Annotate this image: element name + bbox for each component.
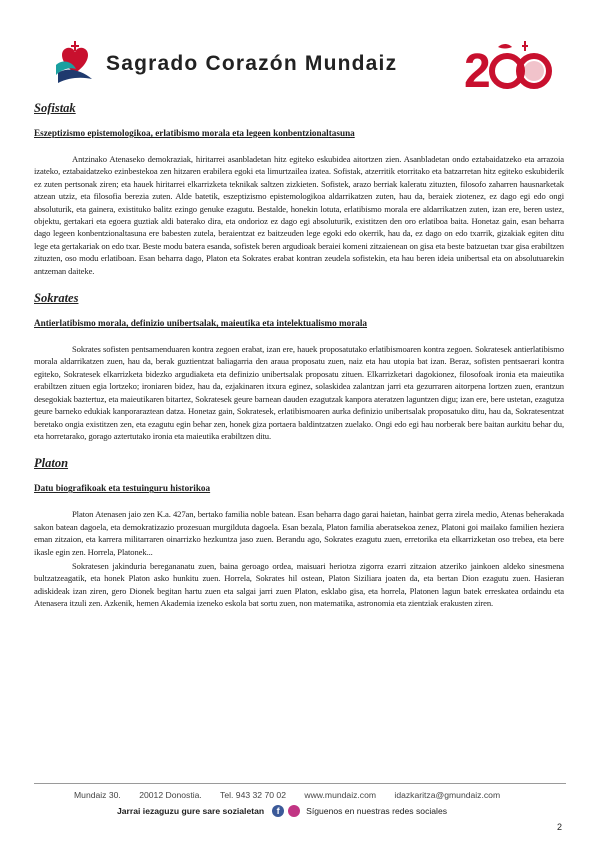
brand-name: Sagrado Corazón Mundaiz bbox=[106, 52, 398, 75]
paragraph: Sokrates sofisten pentsamenduaren kontra zegoen erabat, izan ere, hauek proposatutako erlatibismoaren kontra zegoen. Sokratesek antierlatibismo morala aldarrikatzen zuen, hau da, berak guztientzat baliagarria den araua proposatu zuen, naiz eta hau utopia bat izan. Beraz, sofisten pentsaerari kontra egiteko, Sokratesek elkarrizketa bidezko argudiaketa eta definizio unibertsalak proposatu zituen. Elkarrizketari dagokionez, filosofoak ironia eta maieutika erabiltzen zituen egia lortzeko; ironiaren bidez, hau da, ezjakinaren itxura eginez, solaskidea zalantzan jarri eta gezurraren aitorpena lortzen zuen, erantzun desegokiak baztertuz, eta maieutikaren bitartez, Sokratesek geure barnean dauden ezagutzak kanpora ateratzen laguntzen digu; izan ere, bere ustetan, ezagutza geure barneko edukiak kanporaraztean datza. Honetaz gain, Sokratesek, erlatibismoaren aurka definizio unibertsalak proposatuko ditu, hau da, Sokratesentzat beretako ongia existitzen zen, eta ezagutu egin behar zen, honek giza portaera baldintzatzen zuelako. Ongi edo egi hau norberak bere baitan aurkitu behar du, eta horretarako, gorago aztertutako ironia eta maieutika erabiltzen ditu. bbox=[34, 344, 564, 441]
section-subtitle-sokrates: Antierlatibismo morala, definizio unibertsalak, maieutika eta intelektualismo morala bbox=[34, 318, 368, 329]
section-title-sofistak: Sofistak bbox=[34, 101, 76, 115]
footer-website[interactable]: www.mundaiz.com bbox=[304, 790, 377, 800]
social-text-basque: Jarrai iezaguzu gure sare sozialetan bbox=[117, 806, 265, 816]
section-title-sokrates: Sokrates bbox=[34, 291, 79, 306]
footer-postal: 20012 Donostia. bbox=[139, 790, 202, 800]
page-header bbox=[52, 35, 552, 97]
footer-phone: Tel. 943 32 70 02 bbox=[220, 790, 286, 800]
document-body bbox=[34, 101, 564, 751]
sacred-heart-logo-icon bbox=[52, 39, 98, 91]
paragraph: Sokratesen jakinduria beregananatu zuen, baina geroago ordea, maisuari heriotza zigorra ezarri zitzaion atzeriko jainkoen aldeko sinesmena bultzatzeagatik, eta honek Platon asko hunkitu zuen. Horrela, Sokrates hil ostean, Platon Siziliara joaten da, eta bertan Dion ezagutu zuen. Hasieran adiskideak izan ziren, gero Dionek begitan hartu zuen eta salgai jarri zuen Platon, esklabo gisa, eta horrela, Platonen lagun batek erreskatea ordaindu eta Atenasera itzuli zen. Azkenik, hemen Akademia izeneko eskola bat sortu zuen, non matematika, astronomia eta zientziak erakusten ziren. bbox=[34, 560, 564, 609]
section-title-platon: Platon bbox=[34, 456, 69, 471]
section-subtitle-platon: Datu biografikoak eta testuinguru historikoa bbox=[34, 483, 211, 494]
page-number: 2 bbox=[556, 822, 562, 832]
footer-divider bbox=[34, 783, 566, 784]
paragraph: Platon Atenasen jaio zen K.a. 427an, bertako familia noble batean. Esan beharra dago garai haietan, hainbat gerra zirela medio, Atenas beherakada sakon batean dagoela, eta demokratizazio prozesuan murgilduta dagoela. Esan bezala, Platon familia aberatsekoa zenez, Platoni goi mailako familien heziera eman zitzaion, eta karrera militarraren oinarrizko hezkuntza jaso zuen. Berandu ago, Sokrates ezagutu zuen, erretorika eta elkarrizketan oso trebea, eta bere ikasle egin zen. Horrela, Platonek... bbox=[34, 509, 564, 557]
footer-address: Mundaiz 30. bbox=[74, 790, 121, 800]
instagram-icon[interactable] bbox=[288, 805, 300, 817]
paragraph: Antzinako Atenaseko demokraziak, hiritarrei asanbladetan hitz egiteko eskubidea aitortzen zien. Asanbladetan ondo eztabaidatzeko eta arrazoia izateko, eztabaidatzeko ezinbestekoa zen hitzaren erabilera egoki eta limurtzailea izatea. Sofistak, atzerritik etorritako eta batzarretan hitz egiteko eskubiderik ez zuten pertsonak ziren; eta hauek hiritarrei elkarrizketa teknikak saltzen zizkieten. Sofistek, arazo berriak kaleratu zituzten, filosofo zaharren hausnarketak atzean utziz, eta filosofia berezia zuten. Alde batetik, eszeptizismo epistemologikoa aldarrikatzen zuten, hau da, beraiek ziotenez, ez dago egi edo ongi absoluturik, eta gainera, existituko balitz ezingo genuke ezagutu. Bestalde, honekin lotuta, erlatibismo morala ere aldarrikatzen zuten, izan ere, beren ustez, objektu, gertakari eta egoera guztiak aldi baterako dira, eta ondorioz ez dago egi absoluturik, existitzen den oro erlatiboa baita. Honetaz gain, esan beharra dago legeen konbentzionaltasuna ere babesten zutela, beraientzat ez baitzeuden lege egoki edo okerrik, hau da, ez dago on edo txarrik, gizakiak egiten ditu lege eta gertakariak on edo txar. Beste modu batera esanda, sofistek beren argudioak beraiei komeni zitzaienean on gisa eta beste batzuetan txar gisa erabiltzen zituzten, oso modu erlatiboan. Esan beharra dago, Platon eta Sokrates erabat kontran zeudela sofistekin, eta hau beren ideia unibertsal eta on absolutuarekin antzeman daiteke. bbox=[34, 154, 564, 276]
footer-social bbox=[117, 805, 447, 817]
facebook-icon[interactable]: f bbox=[272, 805, 284, 817]
svg-text:2: 2 bbox=[464, 45, 491, 95]
footer-contact bbox=[74, 790, 516, 800]
footer-email[interactable]: idazkaritza@gmundaiz.com bbox=[394, 790, 501, 800]
bicentennial-badge-icon bbox=[462, 37, 552, 95]
section-subtitle-sofistak: Eszeptizismo epistemologikoa, erlatibismo morala eta legeen konbentzionaltasuna bbox=[34, 128, 355, 138]
social-text-spanish: Síguenos en nuestras redes sociales bbox=[306, 806, 448, 816]
